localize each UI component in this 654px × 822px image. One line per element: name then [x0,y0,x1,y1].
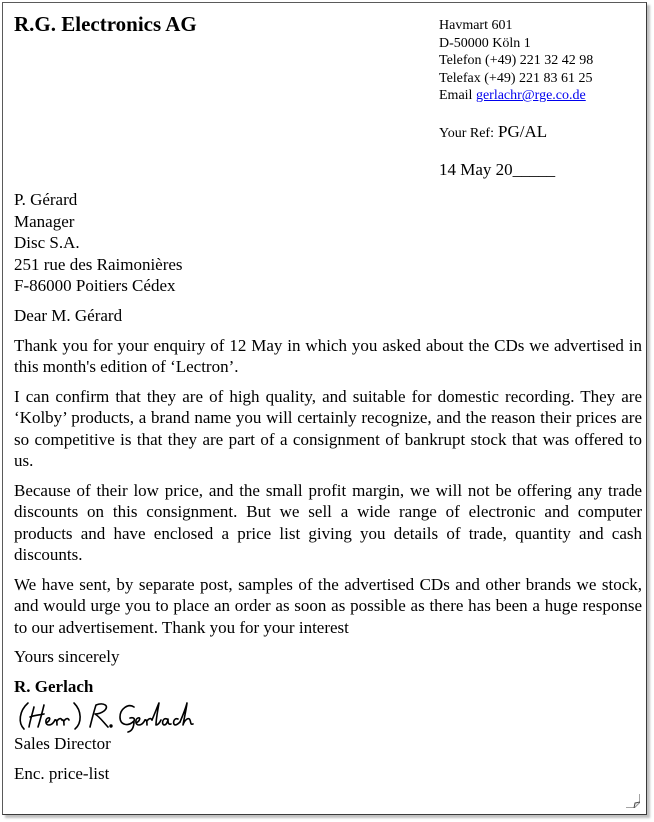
address-telefax: Telefax (+49) 221 83 61 25 [439,70,593,86]
salutation: Dear M. Gérard [14,306,123,325]
letter-page [2,2,647,815]
paragraph-4: We have sent, by separate post, samples of the advertised CDs and other brands we stock, and would urge you to place an order as soon as possible as there has been a huge response to our advertisement. Thank you for your interest [14,574,642,637]
paragraph-3: Because of their low price, and the small profit margin, we will not be offering any trade discounts on this consignment. But we sell a wide range of electronic and computer products and have enclosed a price list giving you details of trade, quantity and cash discounts. [14,480,642,564]
address-email [439,87,593,105]
address-street: Havmart 601 [439,18,513,33]
reference-value: PG/AL [497,122,548,141]
sender-name: R. Gerlach [14,676,94,696]
sender-title: Sales Director [14,734,111,753]
address-telefon: Telefon (+49) 221 32 42 98 [439,53,594,68]
page-curl-icon [626,794,640,808]
address-city: D-50000 Köln 1 [439,35,531,51]
closing: Yours sincerely [14,647,120,666]
reference-line [439,122,547,142]
recipient-company: Disc S.A. [14,233,80,252]
company-name: R.G. Electronics AG [14,12,197,36]
letter-body [14,305,642,784]
enclosure-note: Enc. price-list [14,763,110,783]
company-address [439,17,593,105]
handwritten-signature [16,697,206,733]
recipient-street: 251 rue des Raimonières [14,254,183,274]
email-label: Email [439,88,473,103]
paragraph-2: I can confirm that they are of high quality, and suitable for domestic recording. They are ‘Kolby’ products, a brand name you will certainly recognize, and the reason their prices are so competitive is that they are part of a consignment of bankrupt stock that was offered to us. [14,386,642,470]
paragraph-1: Thank you for your enquiry of 12 May in which you asked about the CDs we advertised in this month's edition of ‘Lectron’. [14,335,642,376]
recipient-name: P. Gérard [14,190,78,209]
recipient-city: F-86000 Poitiers Cédex [14,276,176,295]
recipient-position: Manager [14,211,75,231]
reference-label: Your Ref: [439,126,494,141]
email-link[interactable]: gerlachr@rge.co.de [475,88,586,103]
letter-date: 14 May 20_____ [439,160,556,179]
recipient-address [14,189,183,297]
